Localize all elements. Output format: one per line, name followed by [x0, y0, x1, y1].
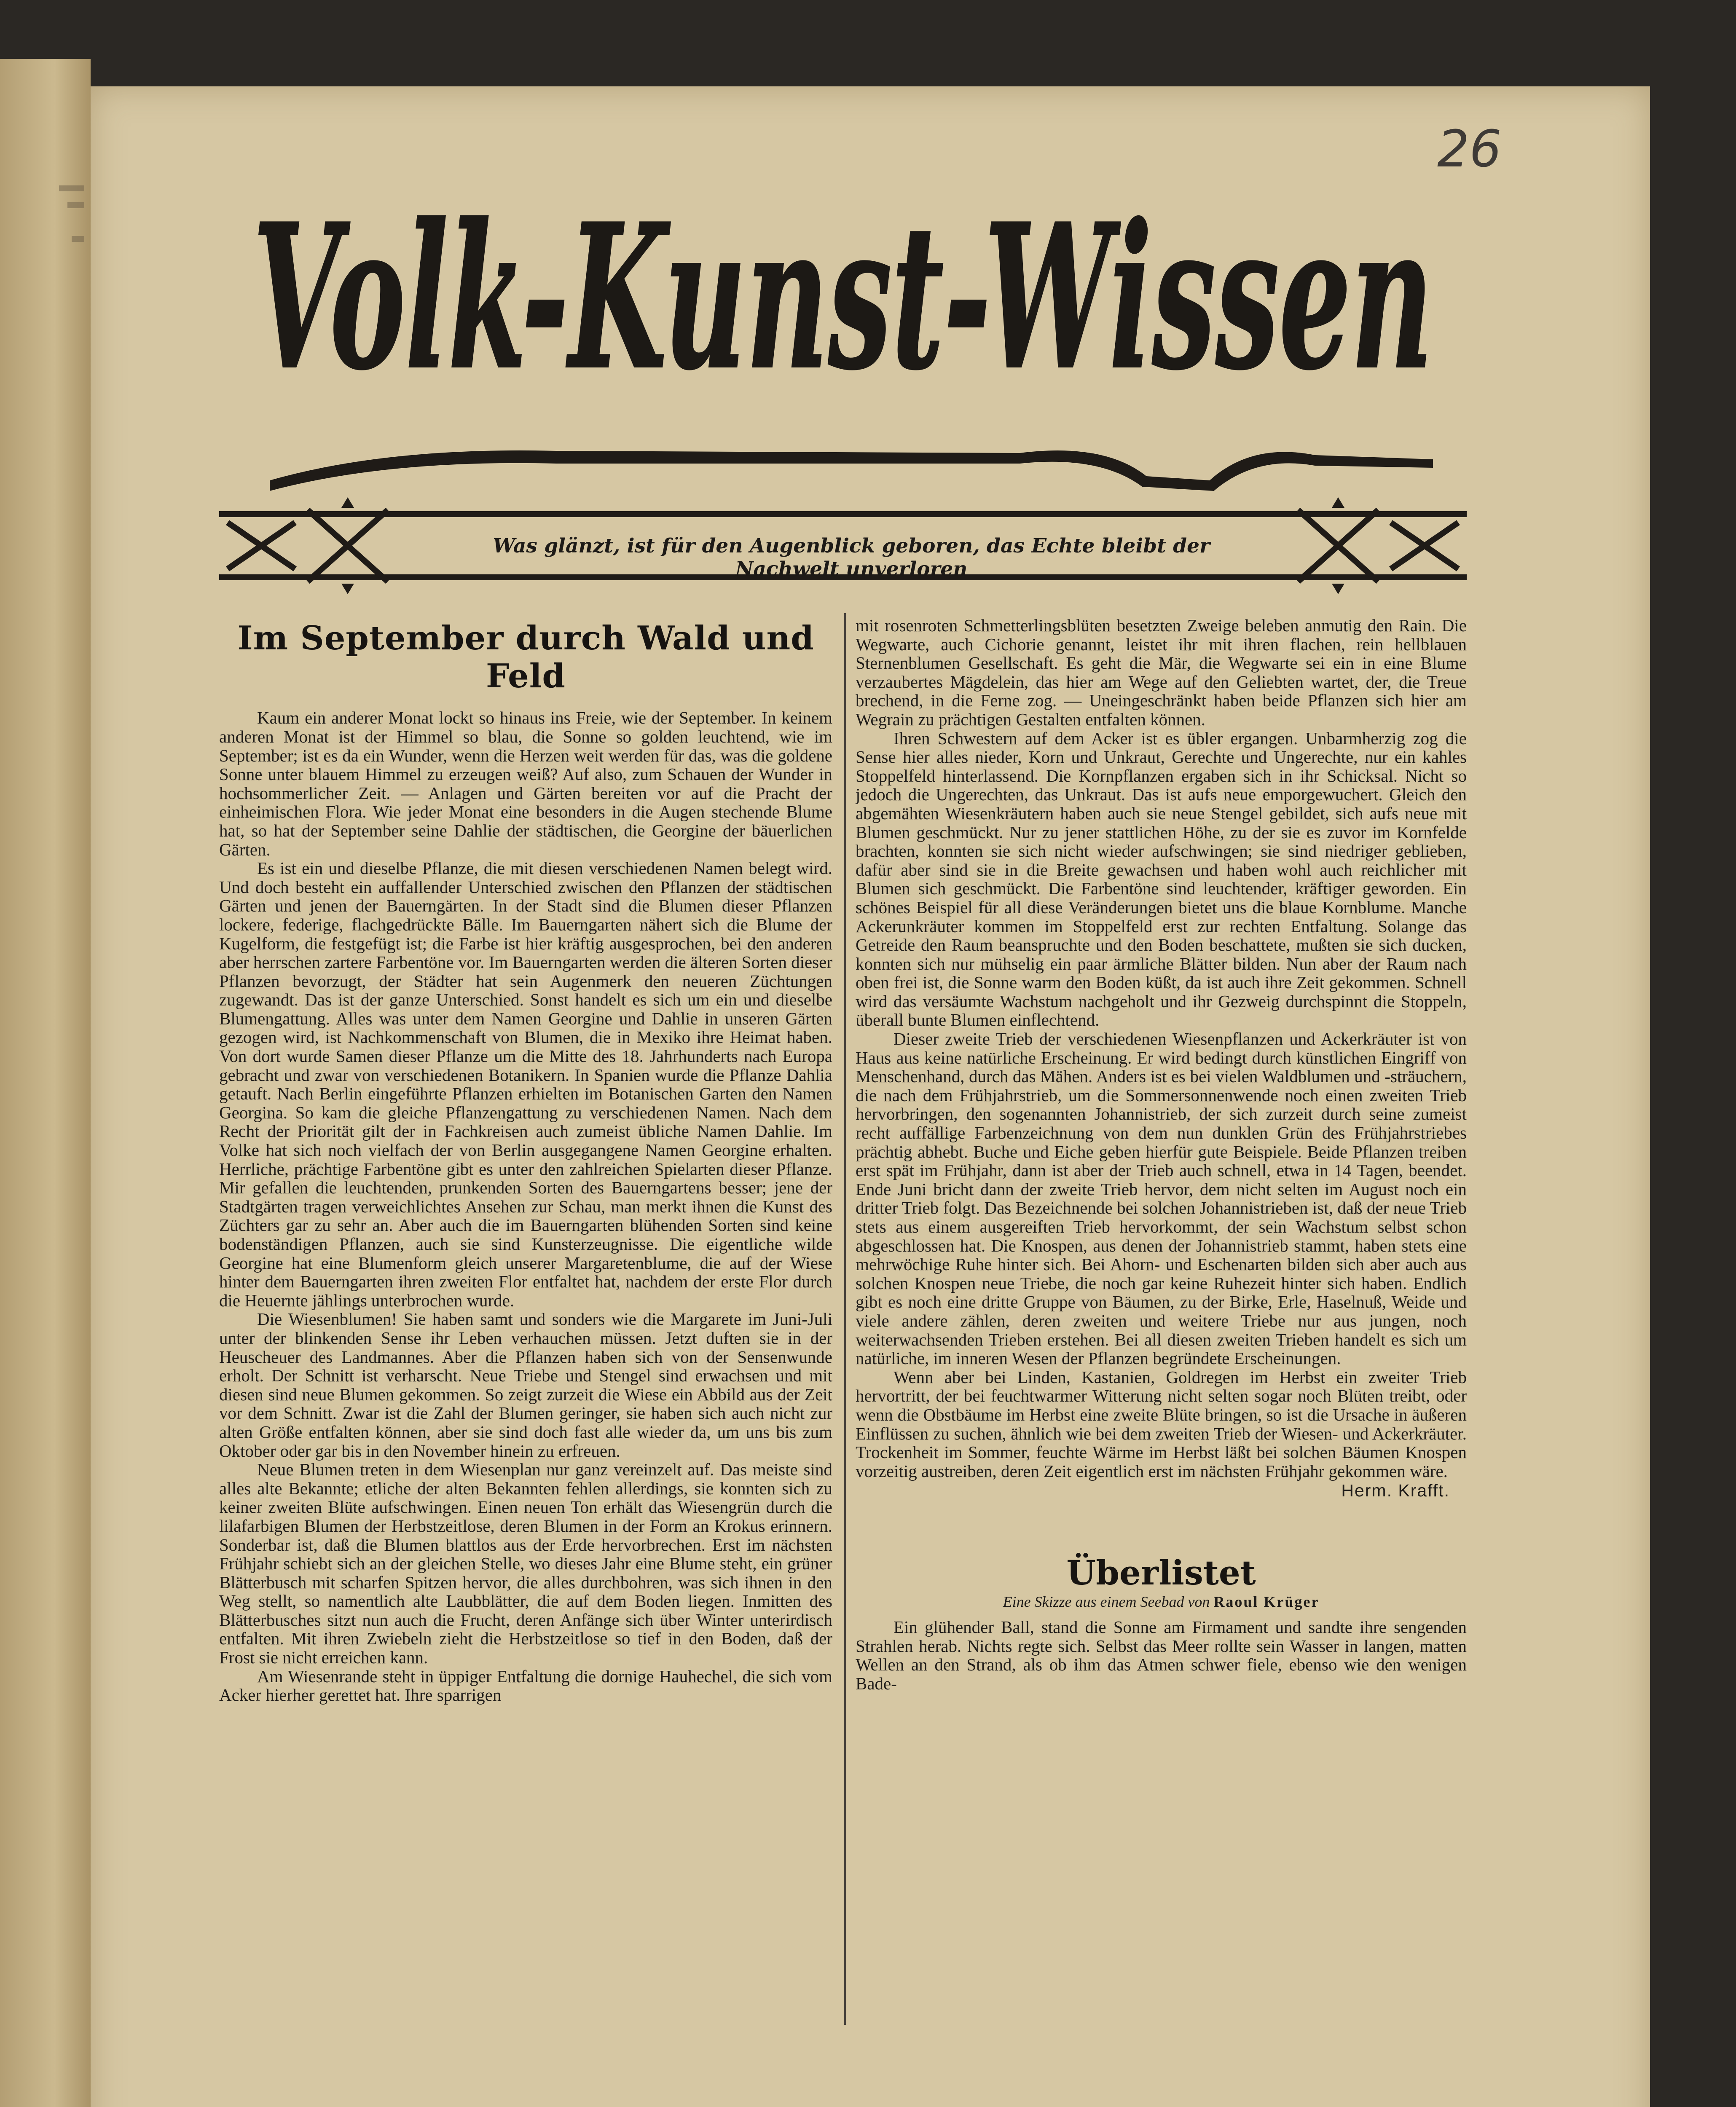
left-column: [219, 615, 832, 1917]
motto-banner: [219, 497, 1467, 594]
article-paragraph: Wenn aber bei Linden, Kastanien, Goldregen im Herbst ein zweiter Trieb hervortritt, der bei feuchtwarmer Witterung nicht selten sogar noch Blüten treibt, oder wenn die Obstbäume im Herbst eine zweite Blüte bringen, so ist die Ursache in äußeren Einflüssen zu suchen, ähnlich wie bei dem zweiten Trieb der Wiesen- und Ackerkräuter. Trockenheit im Sommer, feuchte Wärme im Herbst läßt bei solchen Bäumen Knospen vorzeitig austreiben, deren Zeit eigentlich erst im nächsten Frühjahr gekommen wäre.: [856, 1367, 1467, 1481]
masthead-motto: Was glänzt, ist für den Augenblick geboren, das Echte bleibt der Nachwelt unverloren: [493, 534, 1210, 581]
story-subtitle: [856, 1592, 1467, 1611]
article-signature: Herm. Krafft.: [1341, 1481, 1450, 1501]
page-number: 26: [1437, 120, 1502, 179]
story-paragraph: Ein glühender Ball, stand die Sonne am Firmament und sandte ihre sengenden Strahlen herab. Nichts regte sich. Selbst das Meer rollte sein Wasser in langen, matten Wellen an den Strand, als ob ihm das Atmen schwer fiele, ebenso wie den wenigen Bade-: [856, 1617, 1467, 1693]
masthead-title-text: Volk-Kunst-Wissen: [253, 185, 1433, 413]
article-paragraph: mit rosenroten Schmetterlingsblüten besetzten Zweige beleben anmutig den Rain. Die Wegwarte, auch Cichorie genannt, leistet ihr mit ihren flachen, rein hellblauen Sternenblumen Gesellschaft. Es geht die Mär, die Wegwarte sei ein in eine Blume verzaubertes Mägdelein, das hier am Wege auf den Geliebten wartet, der, die Treue brechend, in die Ferne zog. — Uneingeschränkt haben beide Pflanzen sich hier am Wegrain zu prächtigen Gestalten entfalten können.: [856, 616, 1467, 729]
article-paragraph: Ihren Schwestern auf dem Acker ist es übler ergangen. Unbarmherzig zog die Sense hier alles nieder, Korn und Unkraut, Gerechte und Ungerechte, nur ein kahles Stoppelfeld hinterlassend. Die Kornpflanzen ergaben sich in ihr Schicksal. Nicht so jedoch die Ungerechten, das Unkraut. Das ist aufs neue emporgewuchert. Gleich den abgemähten Wiesenkräutern haben auch sie neue Stengel gebildet, sich aufs neue mit Blumen geschmückt. Nur zu jener stattlichen Höhe, zu der sie es zuvor im Kornfelde brachten, konnten sie sich nicht wieder aufschwingen; sie sind niedriger geblieben, dafür aber sind sie in die Breite gewachsen und haben wohl auch reichlicher mit Blumen sich geschmückt. Die Farbentöne sind leuchtender, kräftiger geworden. Ein schönes Beispiel für all diese Veränderungen bietet uns die blaue Kornblume. Manche Ackerunkräuter kommen im Stoppelfeld erst zur rechten Entfaltung. Solange das Getreide den Raum beanspruchte und den Boden beschattete, mußten sie sich ducken, konnten sich nur mühselig ein paar ärmliche Blätter bilden. Nun aber der Raum nach oben frei ist, die Sonne warm den Boden küßt, da ist auch ihre Zeit gekommen. Schnell wird das versäumte Wachstum nachgeholt und ihr Gezweig durchspinnt die Stoppeln, überall bunte Blumen einflechtend.: [856, 728, 1467, 1030]
masthead-blackletter-logo: [236, 185, 1450, 438]
story-subtitle-text: Eine Skizze aus einem Seebad von: [1003, 1593, 1210, 1610]
right-column: [856, 616, 1467, 2015]
article-headline: Im September durch Wald und Feld: [237, 619, 814, 695]
article-paragraph: Dieser zweite Trieb der verschiedenen Wiesenpflanzen und Ackerkräuter ist von Haus aus keine natürliche Erscheinung. Er wird bedingt durch künstlichen Eingriff von Menschenhand, durch das Mähen. Anders ist es bei vielen Waldblumen und -sträuchern, die nach dem Frühjahrstrieb, um die Sommersonnenwende noch einen zweiten Trieb hervorbringen, den sogenannten Johannistrieb, der sich zurzeit durch seine zumeist recht auffällige Farbenzeichnung von dem nun dunklen Grün des Frühjahrstriebes prächtig abhebt. Buche und Eiche geben hierfür gute Beispiele. Beide Pflanzen treiben erst spät im Frühjahr, dann ist aber der Trieb auch schnell, etwa in 14 Tagen, beendet. Ende Juni bricht dann der zweite Trieb hervor, dem nicht selten im August noch ein dritter Trieb folgt. Das Bezeichnende bei solchen Johannistrieben ist, daß der neue Trieb stets aus einem ausgereiften Trieb hervorkommt, der sein Wachstum selbst schon abgeschlossen hat. Die Knospen, aus denen der Johannistrieb stammt, haben stets eine mehrwöchige Ruhe hinter sich. Bei Ahorn- und Eschenarten bilden sich aber auch aus solchen Knospen neue Triebe, die noch gar keine Ruhezeit hinter sich haben. Endlich gibt es noch eine dritte Gruppe von Bäumen, zu der Birke, Erle, Haselnuß, Weide und viele andere zählen, deren zweiten und weitere Triebe nur aus jungen, noch weiterwachsenden Trieben erstehen. Bei all diesen zweiten Trieben handelt es sich um natürliche, im inneren Wesen der Pflanzen begründete Erscheinungen.: [856, 1029, 1467, 1368]
story-title: Überlistet: [1066, 1552, 1256, 1592]
masthead-title: [236, 185, 1450, 438]
story-author: Raoul Krüger: [1213, 1593, 1320, 1610]
masthead-ribbon: [261, 417, 1441, 501]
column-divider: [844, 613, 846, 2025]
article-paragraph: Die Wiesenblumen! Sie haben samt und sonders wie die Margarete im Juni-Juli unter der blinkenden Sense ihr Leben verhauchen müssen. Jetzt duften sie in der Heuscheuer des Landmannes. Aber die Pflanzen haben sich von der Sensenwunde erholt. Der Schnitt ist verharscht. Neue Triebe und Stengel sind erwachsen und mit diesen sind neue Blumen gekommen. So zeigt zurzeit die Wiese ein Abbild aus der Zeit vor dem Schnitt. Zwar ist die Zahl der Blumen geringer, sie haben sich auch nicht zur alten Größe entfalten können, aber sie sind doch fast alle wieder da, um uns bis zum Oktober oder gar bis in den November hinein zu erfreuen.: [219, 1309, 832, 1461]
article-paragraph: Kaum ein anderer Monat lockt so hinaus ins Freie, wie der September. In keinem anderen Monat ist der Himmel so blau, die Sonne so golden leuchtend, wie im September; ist es da ein Wunder, wenn die Herzen weit werden für das, was die goldene Sonne unter blauem Himmel zu erzeugen weiß? Auf also, zum Schauen der Wunder in hochsommerlicher Zeit. — Anlagen und Gärten bereiten vor auf die Pracht der einheimischen Flora. Wie jeder Monat eine besonders in die Augen stechende Blume hat, so hat der September seine Dahlie der städtischen, die Georgine der bäuerlichen Gärten.: [219, 708, 832, 859]
article-paragraph: Es ist ein und dieselbe Pflanze, die mit diesen verschiedenen Namen belegt wird. Und doch besteht ein auffallender Unterschied zwischen den Pflanzen der städtischen Gärten und jenen der Bauerngärten. In der Stadt sind die Blumen dieser Pflanzen lockere, federige, flachgedrückte Bälle. Im Bauerngarten nähert sich die Blume der Kugelform, die festgefügt ist; die Farbe ist hier kräftig ausgesprochen, bei den anderen aber herrschen zartere Farbentöne vor. Im Bauerngarten werden die älteren Sorten dieser Pflanzen bevorzugt, der Städter hat sein Augenmerk den neueren Züchtungen zugewandt. Das ist der ganze Unterschied. Sonst handelt es sich um ein und dieselbe Blumengattung. Alles was unter dem Namen Georgine und Dahlie in unseren Gärten gezogen wird, ist Nachkommenschaft von Blumen, die in Mexiko ihre Heimat haben. Von dort wurde Samen dieser Pflanze um die Mitte des 18. Jahrhunderts nach Europa gebracht und zwar von verschiedenen Botanikern. In Spanien wurde die Pflanze Dahlia getauft. Nach Berlin eingeführte Pflanzen erhielten im Botanischen Garten den Namen Georgina. So kam die gleiche Pflanzengattung zu verschiedenen Namen. Nach dem Recht der Priorität gilt der in Fachkreisen auch zumeist übliche Namen Dahlie. Im Volke hat sich noch vielfach der von Berlin ausgegangene Namen Georgine erhalten. Herrliche, prächtige Farbentöne gibt es unter den zahlreichen Spielarten dieser Pflanze. Mir gefallen die leuchtenden, prunkenden Sorten des Bauerngartens besser; jene der Stadtgärten tragen verweichlichtes Ansehen zur Schau, man merkt ihnen die Kunst des Züchters gar zu sehr an. Aber auch die im Bauerngarten blühenden Sorten sind keine bodenständigen Pflanzen, auch sie sind Kunsterzeugnisse. Die eigentliche wilde Georgine hat eine Blumenform gleich unserer Margaretenblume, die auf der Wiese hinter dem Bauerngarten ihren zweiten Flor entfaltet hat, nachdem der erste Flor durch die Heuernte jählings unterbrochen wurde.: [219, 858, 832, 1310]
adjacent-page-edge: [0, 59, 91, 2107]
article-paragraph: Am Wiesenrande steht in üppiger Entfaltung die dornige Hauhechel, die sich vom Acker hierher gerettet hat. Ihre sparrigen: [219, 1666, 832, 1705]
article-paragraph: Neue Blumen treten in dem Wiesenplan nur ganz vereinzelt auf. Das meiste sind alles alte Bekannte; etliche der alten Bekannten fehlen allerdings, sie konnten sich zu keiner zweiten Blüte aufschwingen. Einen neuen Ton erhält das Wiesengrün durch die lilafarbigen Blumen der Herbstzeitlose, deren Blumen in der Form an Krokus erinnern. Sonderbar ist, daß die Blumen blattlos aus der Erde hervorbrechen. Erst im nächsten Frühjahr schiebt sich an der gleichen Stelle, wo dieses Jahr eine Blume steht, ein grüner Blätterbusch mit scharfen Spitzen hervor, die alles durchbohren, was sich ihnen in den Weg stellt, so namentlich alte Laubblätter, die auf dem Boden liegen. Inmitten des Blätterbusches sitzt nun auch die Frucht, deren Anfänge sich über Winter unterirdisch entfalten. Mit ihren Zwiebeln zieht die Herbstzeitlose so tief in den Boden, daß der Frost sie nicht erreichen kann.: [219, 1460, 832, 1667]
